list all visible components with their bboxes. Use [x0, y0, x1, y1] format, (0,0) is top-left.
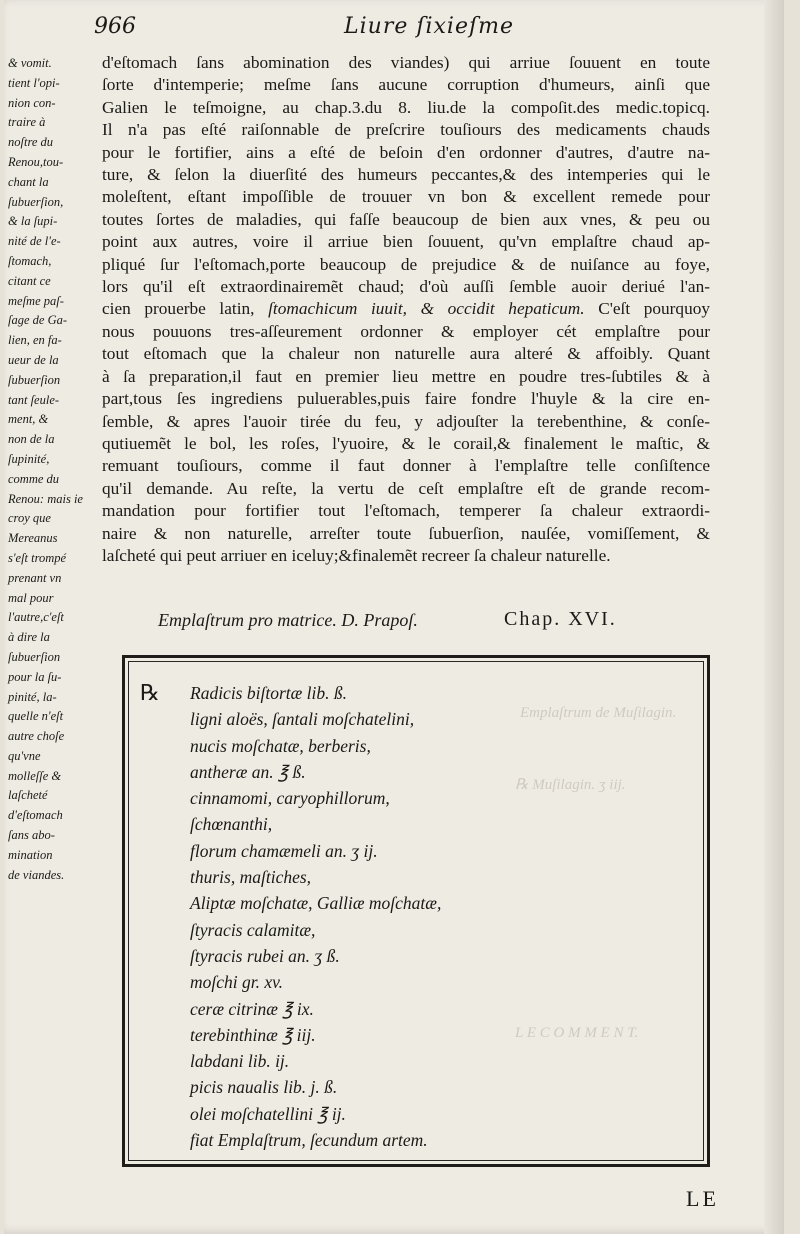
recipe-ingredient: ſtyracis calamitæ, — [190, 919, 316, 940]
recipe-ingredient: fiat Emplaſtrum, ſecundum artem. — [190, 1130, 428, 1151]
margin-note-line: citant ce — [8, 273, 51, 288]
recipe-ingredient: antheræ an. ℥ ß. — [190, 761, 306, 782]
recipe-ingredient: ceræ citrinæ ℥ ix. — [190, 998, 314, 1019]
margin-note-line: lien, en fa- — [8, 333, 62, 348]
page-edge — [764, 0, 784, 1234]
body-line-end: C'eſt pourquoy — [584, 299, 710, 319]
page-header — [94, 14, 694, 46]
recipe-ingredient: moſchi gr. xv. — [190, 972, 283, 993]
margin-note-line: non de la — [8, 432, 55, 447]
body-line: laſcheté qui peut arriuer en iceluy;&finalemẽt recreer ſa chaleur naturelle. — [102, 545, 611, 565]
body-line: mandation pour fortifier tout l'eſtomach, temperer ſa chaleur extraordi- — [102, 501, 710, 521]
body-line: ſorte d'intemperie; meſme ſans aucune corruption d'humeurs, ainſi que — [102, 75, 710, 95]
margin-note-line: l'autre,c'eſt — [8, 610, 64, 625]
recipe-ingredient: terebinthinæ ℥ iij. — [190, 1024, 316, 1045]
recipe-ingredient: cinnamomi, caryophillorum, — [190, 788, 390, 809]
margin-note — [8, 54, 98, 885]
margin-note-line: prenant vn — [8, 570, 62, 585]
body-text — [102, 52, 710, 567]
recipe-ingredient: nucis moſchatæ, berberis, — [190, 735, 371, 756]
margin-note-line: ſans abo- — [8, 828, 55, 843]
recipe-ingredient: Aliptæ moſchatæ, Galliæ moſchatæ, — [190, 893, 442, 914]
body-line: Il n'a pas eſté raiſonnable de preſcrire touſiours des medicaments chauds — [102, 120, 710, 140]
body-line: ſemble, & apres l'auoir tirée du feu, y adjouſter la terebenthine, & conſe- — [102, 411, 710, 431]
bleed-through-text: ℞ Muſilagin. ʒ iij. — [515, 777, 626, 793]
margin-note-line: ſubuerſion — [8, 372, 61, 387]
body-line: qu'il demande. Au reſte, la vertu de ceſt emplaſtre eſt de grande recom- — [102, 478, 710, 498]
margin-note-line: pour la ſu- — [8, 669, 62, 684]
body-line: part,tous ſes ingrediens puluerables,puis faire fondre l'huyle & la cire en- — [102, 389, 710, 409]
body-line: point aux autres, voire il arriue bien ſouuent, qu'vn emplaſtre chaud ap- — [102, 232, 710, 252]
margin-note-line: nion con- — [8, 95, 56, 110]
body-line-start: cien prouerbe latin, — [102, 299, 269, 319]
margin-note-line: tant ſeule- — [8, 392, 60, 407]
body-line: moleſtent, eſtant impoſſible de trouuer vn bon & excellent remede pour — [102, 187, 710, 207]
recipe-ingredient: ligni aloës, ſantali moſchatelini, — [190, 709, 415, 730]
page-number: 966 — [94, 14, 136, 39]
recipe-ingredient: ſtyracis rubei an. ʒ ß. — [190, 945, 340, 966]
margin-note-line: Renou: mais ie — [8, 491, 83, 506]
margin-note-line: nité de l'e- — [8, 234, 61, 249]
margin-note-line: ſubuerſion — [8, 649, 61, 664]
recipe-symbol: ℞ — [140, 680, 160, 705]
margin-note-line: autre choſe — [8, 729, 65, 744]
body-line: pour le fortifier, ains a eſté de beſoin d'en ordonner d'autres, d'autre na- — [102, 142, 710, 162]
recipe-ingredient: ſchœnanthi, — [190, 814, 273, 835]
recipe-heading — [158, 606, 678, 636]
recipe-ingredient: thuris, maſtiches, — [190, 867, 312, 888]
recipe-list — [140, 680, 640, 1153]
margin-note-line: laſcheté — [8, 788, 48, 803]
margin-note-line: meſme paſ- — [8, 293, 64, 308]
margin-note-line: ſupinité, — [8, 451, 50, 466]
body-line: à ſa preparation,il faut en premier lieu mettre en poudre tres-ſubtiles & à — [102, 366, 710, 386]
margin-note-line: comme du — [8, 471, 60, 486]
margin-note-line: ſage de Ga- — [8, 313, 68, 328]
recipe-ingredient: florum chamæmeli an. ʒ ij. — [190, 840, 378, 861]
margin-note-line: ment, & — [8, 412, 49, 427]
margin-note-line: ſubuerſion, — [8, 194, 64, 209]
margin-note-line: de viandes. — [8, 867, 65, 882]
body-line: Galien le teſmoigne, au chap.3.du 8. liu.de la compoſit.des medic.topicq. — [102, 97, 710, 117]
margin-note-line: chant la — [8, 174, 49, 189]
margin-note-line: & la ſupi- — [8, 214, 58, 229]
body-line: tout eſtomach que la chaleur non naturelle aura alteré & affoibly. Quant — [102, 344, 710, 364]
margin-note-line: & vomit. — [8, 56, 52, 70]
recipe-ingredient: olei moſchatellini ℥ ij. — [190, 1103, 346, 1124]
body-line: ture, & ſelon la diuerſité des humeurs peccantes,& des intemperies qui le — [102, 165, 710, 185]
margin-note-line: pinité, la- — [8, 689, 57, 704]
bleed-through-text: Emplaſtrum de Muſilagin. — [520, 705, 677, 721]
margin-note-line: Renou,tou- — [8, 154, 64, 169]
margin-note-line: croy que — [8, 511, 51, 526]
catchword: LE — [686, 1186, 719, 1211]
body-line: nous pouuons tres-aſſeurement ordonner & employer cét emplaſtre pour — [102, 321, 710, 341]
body-line: remuant touſiours, comme il faut donner à l'emplaſtre telle conſiſtence — [102, 456, 710, 476]
margin-note-line: molleſſe & — [8, 768, 62, 783]
body-line: naire & non naturelle, arreſter toute ſubuerſion, nauſée, vomiſſement, & — [102, 523, 710, 543]
running-title: Liure ſixieſme — [344, 14, 515, 39]
body-line: qutiuemẽt le bol, les roſes, l'yuoire, & le corail,& finalement le maſtic, & — [102, 433, 710, 453]
margin-note-line: tient l'opi- — [8, 75, 60, 90]
margin-note-line: mal pour — [8, 590, 54, 605]
recipe-ingredient: picis naualis lib. j. ß. — [190, 1077, 338, 1098]
recipe-ingredient: labdani lib. ij. — [190, 1051, 290, 1072]
margin-note-line: ueur de la — [8, 352, 59, 367]
bleed-through-text: L E C O M M E N T. — [515, 1025, 639, 1041]
body-line: lors qu'il eſt extraordinairemẽt chaud; d'où auſſi ſemble auoir deriué l'an- — [102, 277, 710, 297]
margin-note-line: d'eſtomach — [8, 808, 63, 823]
margin-note-line: noſtre du — [8, 135, 54, 150]
recipe-title: Emplaſtrum pro matrice. D. Prapoſ. — [158, 610, 418, 630]
margin-note-line: quelle n'eſt — [8, 709, 64, 724]
margin-note-line: à dire la — [8, 630, 50, 645]
chapter-label: Chap. XVI. — [504, 608, 617, 630]
latin-proverb: ſtomachicum iuuit, & occidit hepaticum. — [268, 299, 585, 319]
body-line: pliqué ſur l'eſtomach,porte beaucoup de prejudice & de nuiſance au foye, — [102, 254, 710, 274]
margin-note-line: traire à — [8, 115, 46, 130]
margin-note-line: qu'vne — [8, 748, 41, 763]
margin-note-line: Mereanus — [8, 531, 58, 546]
margin-note-line: ſtomach, — [8, 253, 52, 268]
margin-note-line: mination — [8, 847, 53, 862]
body-line: d'eſtomach ſans abomination des viandes) qui arriue ſouuent en toute — [102, 53, 710, 72]
recipe-ingredient: Radicis biſtortæ lib. ß. — [190, 683, 348, 703]
body-line: toutes ſortes de maladies, qui faſſe beaucoup de bien aux vnes, & peu ou — [102, 209, 710, 229]
margin-note-line: s'eſt trompé — [8, 550, 67, 565]
body-line-proverb — [102, 298, 710, 320]
